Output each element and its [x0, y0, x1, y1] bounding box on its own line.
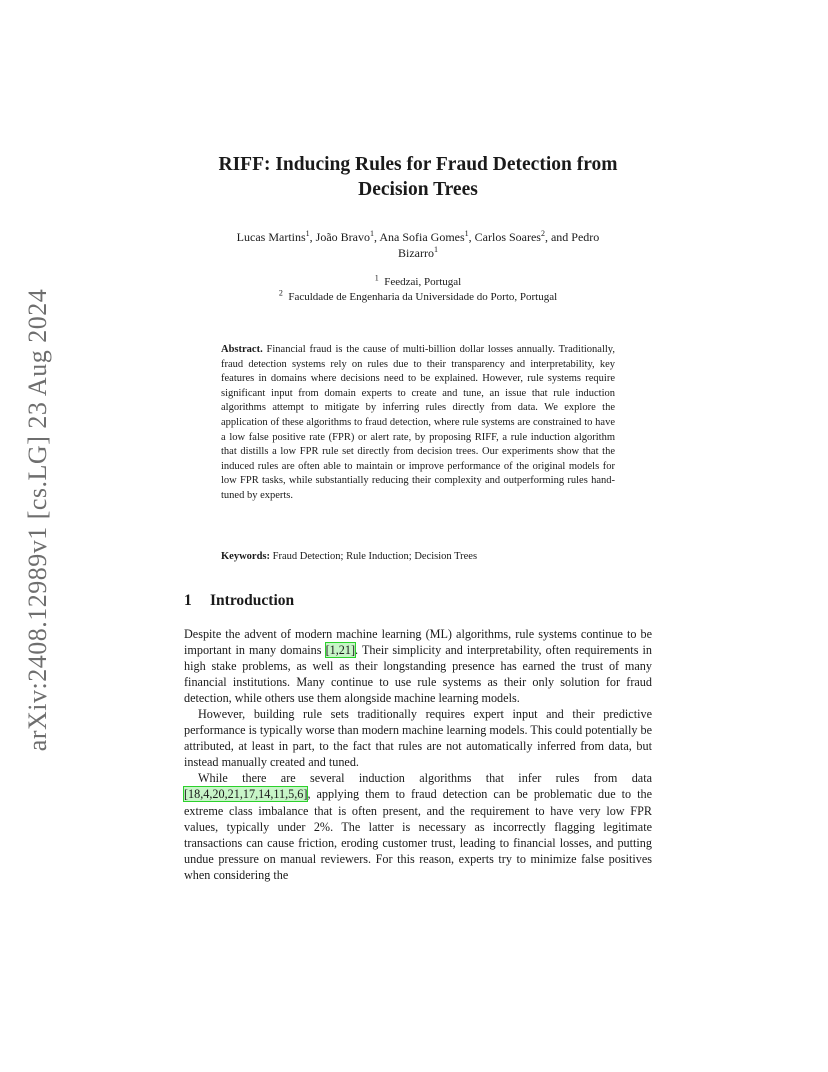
- author-name: Carlos Soares: [474, 230, 541, 244]
- citation-link[interactable]: [1,21]: [325, 643, 356, 658]
- paper-title: [184, 152, 652, 202]
- abstract-text: Financial fraud is the cause of multi-billion dollar losses annually. Traditionally, fraud detection systems rely on rules due to their transparency and interpretability, key features in domains where decisions need to be explained. However, rule systems require significant input from domain experts to create and tune, an issue that rule induction algorithms attempt to mitigate by inferring rules directly from data. We explore the application of these algorithms to fraud detection, where rule systems are constrained to have a low false positive rate (FPR) or alert rate, by proposing RIFF, a rule induction algorithm that distills a low FPR rule set directly from decision trees. Our experiments show that the induced rules are often able to maintain or improve performance of the original models for low FPR tasks, while substantially reducing their complexity and outperforming rules hand-tuned by experts.: [221, 344, 615, 501]
- author-list: Lucas Martins$^1$, João Bravo$^1$, Ana Sofia Gomes$^1$, Carlos Soares$^2$, and Pedro Bizarro$^1$: [236, 229, 600, 260]
- keywords: [221, 550, 615, 565]
- affiliation-item: $^1$ Feedzai, Portugal: [374, 273, 462, 288]
- section-number: 1: [184, 592, 192, 609]
- section-heading: [184, 592, 652, 610]
- author-name: , and Pedro: [544, 230, 600, 244]
- abstract: [221, 343, 615, 504]
- affiliation-mark: 1: [369, 229, 374, 238]
- paragraph: While there are several induction algorithms that infer rules from data [18,4,20,21,17,14,11,5,6], applying them to fraud detection can be problematic due to the extreme class imbalance that is often present, and the requirement to have very low FPR values, typically under 2%. The latter is necessary as incorrectly flagging legitimate transactions can cause friction, eroding customer trust, leading to financial losses, and putting undue pressure on manual reviewers. For this reason, experts try to minimize false positives when considering the: [184, 771, 652, 882]
- affiliation-list: [184, 275, 652, 305]
- section-title: Introduction: [210, 592, 295, 609]
- title-line-2: Decision Trees: [358, 179, 478, 200]
- abstract-label: Abstract.: [221, 344, 263, 355]
- affiliation-mark: 2: [540, 229, 545, 238]
- author-name: Ana Sofia Gomes: [379, 230, 465, 244]
- affiliation-mark: 1: [464, 229, 469, 238]
- keywords-label: Keywords:: [221, 551, 270, 562]
- affiliation-mark: 1: [305, 229, 310, 238]
- arxiv-identifier[interactable]: arXiv:2408.12989v1 [cs.LG] 23 Aug 2024: [23, 288, 52, 752]
- paragraph: Despite the advent of modern machine learning (ML) algorithms, rule systems continue to be important in many domains [1,21]. Their simplicity and interpretability, often requirements in high stake problems, as well as their longstanding presence has earned the trust of many financial institutions. Many continue to use rule systems as their only solution for fraud detection, while others use them alongside machine learning models.: [184, 627, 652, 706]
- keywords-text: Fraud Detection; Rule Induction; Decision Trees: [272, 551, 478, 562]
- author-name: Lucas Martins: [236, 230, 306, 244]
- arxiv-stamp: [0, 0, 72, 1072]
- body-text: [184, 626, 652, 883]
- paragraph: However, building rule sets traditionally requires expert input and their predictive performance is typically worse than modern machine learning models. This could potentially be attributed, at least in part, to the fact that rules are not automatically inferred from data, but instead manually created and tuned.: [184, 707, 652, 770]
- affiliation-item: $^2$ Faculdade de Engenharia da Universidade do Porto, Portugal: [278, 288, 558, 303]
- citation-link[interactable]: [18,4,20,21,17,14,11,5,6]: [184, 787, 308, 802]
- affiliation-mark: 1: [433, 245, 438, 254]
- author-name: Bizarro: [398, 246, 434, 260]
- title-line-1: RIFF: Inducing Rules for Fraud Detection from: [218, 154, 618, 175]
- author-name: João Bravo: [315, 230, 370, 244]
